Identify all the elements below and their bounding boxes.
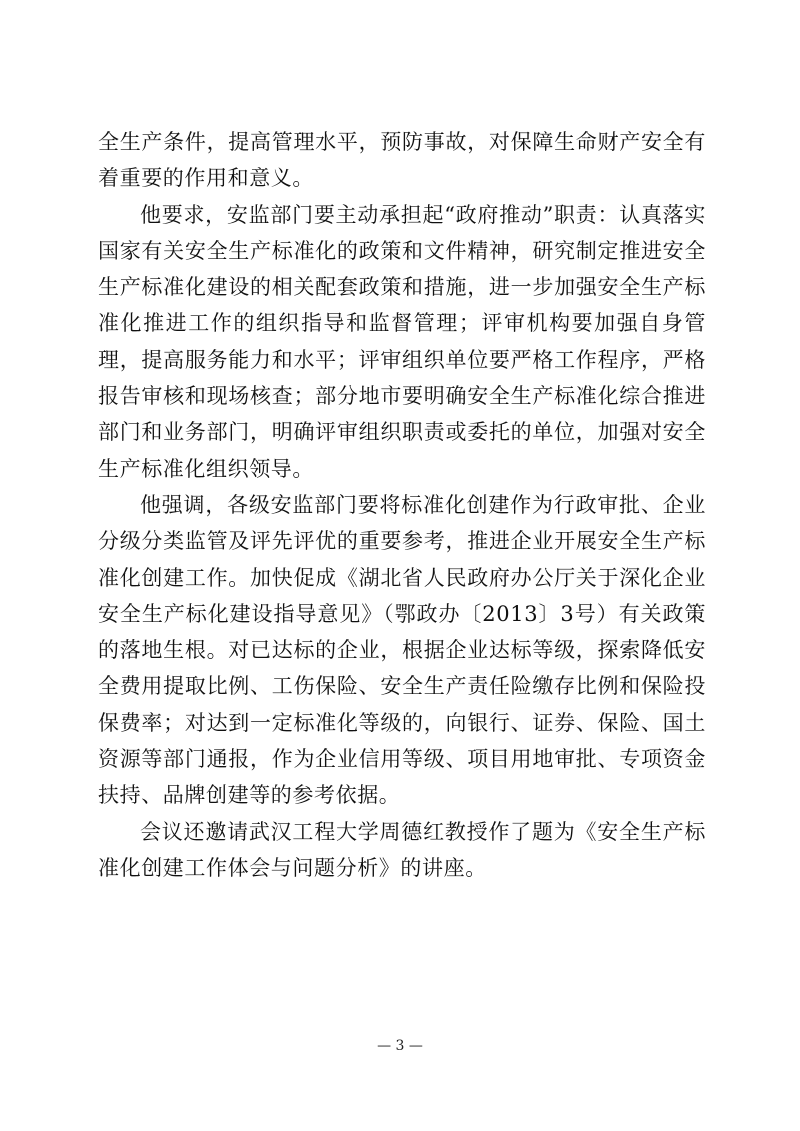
paragraph-emphasis: 他强调，各级安监部门要将标准化创建作为行政审批、企业分级分类监管及评先评优的重要参考，推进企业开展安全生产标准化创建工作。加快促成《湖北省人民政府办公厅关于深化企业安全生产标化建设指导意见》（鄂政办〔2013〕3号）有关政策的落地生根。对已达标的企业，根据企业达标等级，探索降低安全费用提取比例、工伤保险、安全生产责任险缴存比例和保险投保费率；对达到一定标准化等级的，向银行、证券、保险、国土资源等部门通报，作为企业信用等级、项目用地审批、专项资金扶持、品牌创建等的参考依据。: [98, 492, 706, 808]
paragraph-requirements: 他要求，安监部门要主动承担起“政府推动”职责：认真落实国家有关安全生产标准化的政策和文件精神，研究制定推进安全生产标准化建设的相关配套政策和措施，进一步加强安全生产标准化推进工作的组织指导和监督管理；评审机构要加强自身管理，提高服务能力和水平；评审组织单位要严格工作程序，严格报告审核和现场核查；部分地市要明确安全生产标准化综合推进部门和业务部门，明确评审组织职责或委托的单位，加强对安全生产标准化组织领导。: [98, 202, 706, 481]
page-number: — 3 —: [377, 1038, 423, 1054]
document-body: [98, 124, 706, 886]
paragraph-continuation: 全生产条件，提高管理水平，预防事故，对保障生命财产安全有着重要的作用和意义。: [98, 130, 706, 191]
paragraph-lecture: 会议还邀请武汉工程大学周德红教授作了题为《安全生产标准化创建工作体会与问题分析》的讲座。: [98, 819, 706, 880]
